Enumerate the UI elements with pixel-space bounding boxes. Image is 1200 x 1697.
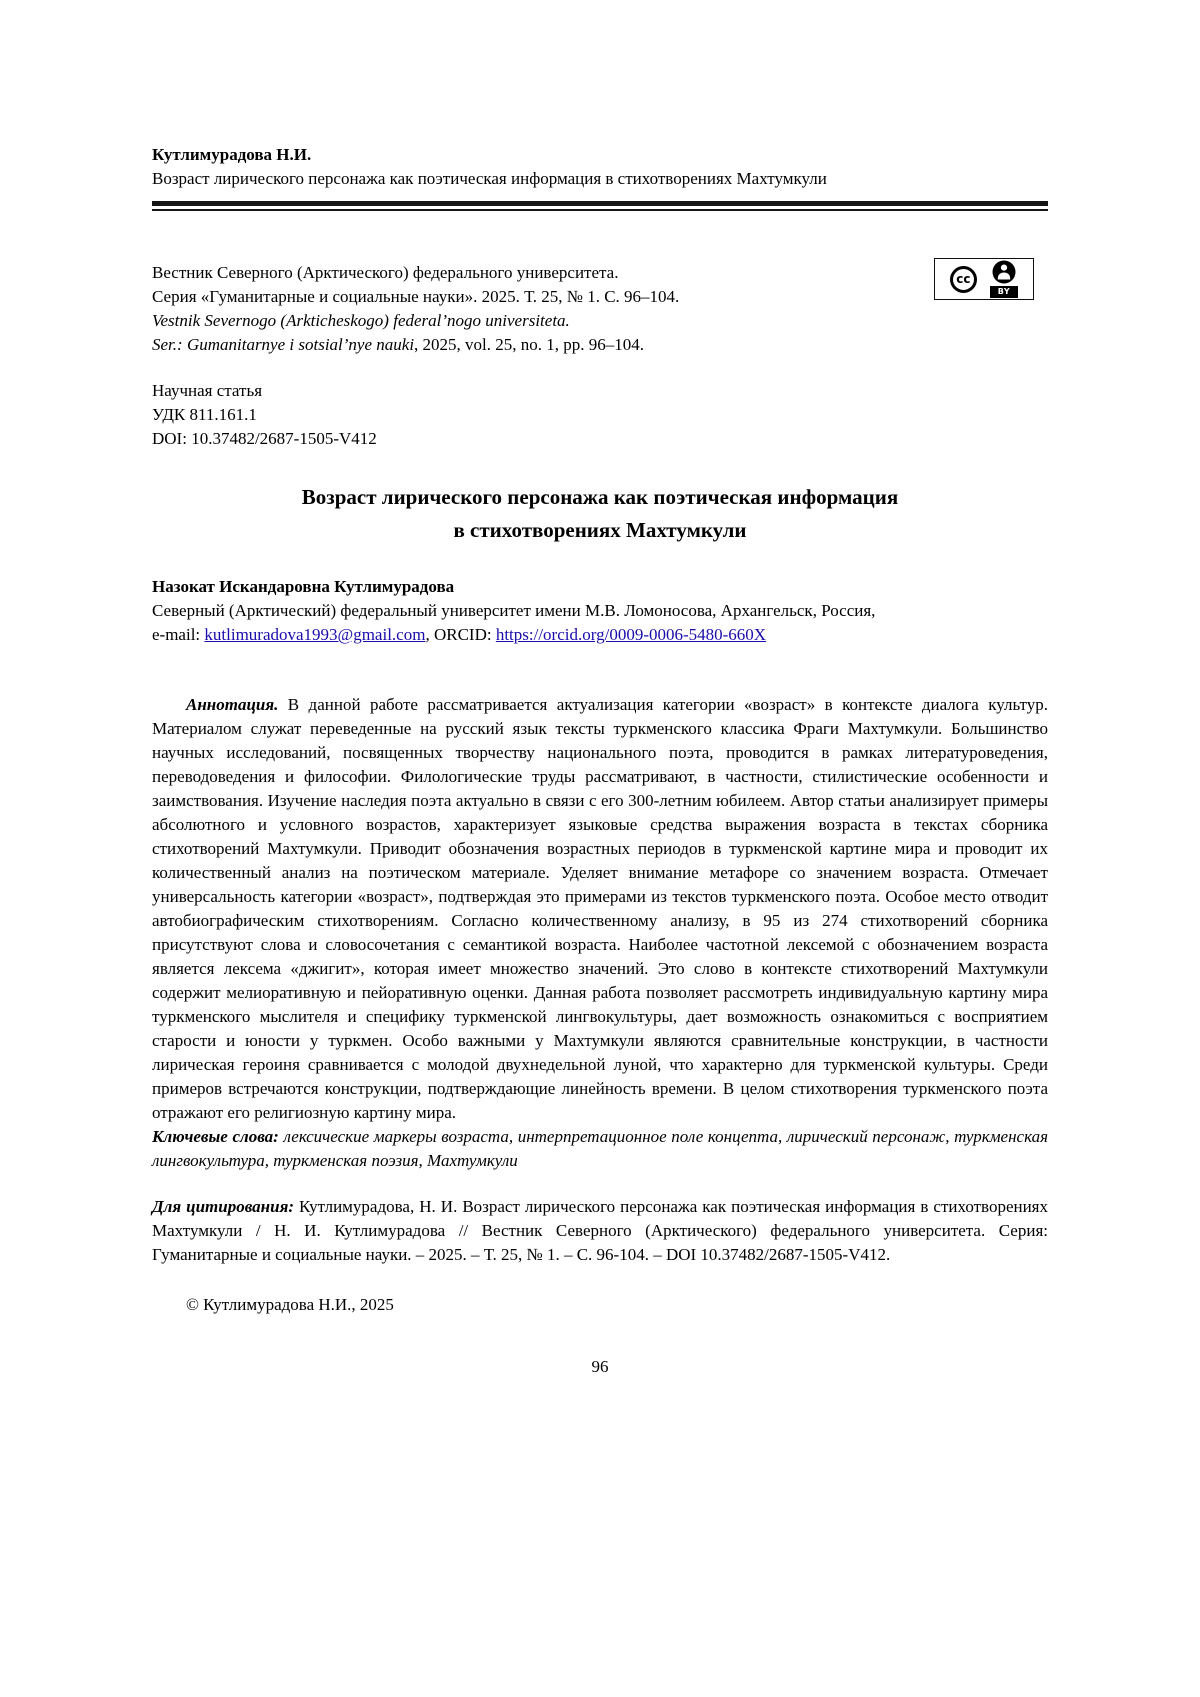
journal-citation-block (152, 261, 912, 357)
orcid-link[interactable]: https://orcid.org/0009-0006-5480-660X (495, 625, 767, 644)
person-icon (992, 260, 1016, 284)
for-citation-text: Кутлимурадова, Н. И. Возраст лирического персонажа как поэтическая информация в стихотворениях Махтумкули / Н. И. Кутлимурадова // Вестник Северного (Арктического) федерального университета. Серия: Гуманитарные и социальные науки. – 2025. – Т. 25, № 1. – С. 96-104. – DOI 10.37482/2687-1505-V412. (152, 1197, 1048, 1264)
running-head-author: Кутлимурадова Н.И. (152, 145, 312, 164)
doi-line: DOI: 10.37482/2687-1505-V412 (152, 429, 377, 448)
author-affiliation: Северный (Арктический) федеральный университет имени М.В. Ломоносова, Архангельск, Россия, (152, 601, 876, 620)
copyright-line: © Кутлимурадова Н.И., 2025 (186, 1295, 394, 1314)
keywords-paragraph (152, 1125, 1048, 1173)
keywords-text: лексические маркеры возраста, интерпретационное поле концепта, лирический персонаж, туркменская лингвокультура, туркменская поэзия, Махтумкули (152, 1127, 1048, 1170)
for-citation-label: Для цитирования: (152, 1197, 294, 1216)
by-label: BY (990, 286, 1018, 298)
article-title-line-2: в стихотворениях Махтумкули (453, 518, 747, 542)
for-citation-paragraph (152, 1195, 1048, 1267)
running-head (152, 143, 1048, 211)
cc-icon: cc (950, 266, 977, 293)
cc-by-badge (934, 258, 1034, 300)
article-meta (152, 379, 1048, 451)
by-attribution (990, 260, 1018, 298)
abstract-text: В данной работе рассматривается актуализация категории «возраст» в контексте диалога культур. Материалом служат переведенные на русский язык тексты туркменского классика Фраги Махтумкули. Большинство научных исследований, посвященных творчеству национального поэта, проводится в рамках литературоведения, переводоведения и философии. Филологические труды рассматривают, в частности, стилистические особенности и заимствования. Изучение наследия поэта актуально в связи с его 300-летним юбилеем. Автор статьи анализирует примеры абсолютного и условного возрастов, характеризует языковые средства выражения возраста в текстах сборника стихотворений Махтумкули. Приводит обозначения возрастных периодов в туркменской картине мира и проводит их количественный анализ на поэтическом материале. Уделяет внимание метафоре со значением возраста. Отмечает универсальность категории «возраст», подтверждая это примерами из текстов туркменского поэта. Особое место отводит автобиографическим стихотворениям. Согласно количественному анализу, в 95 из 274 стихотворений сборника присутствуют слова и словосочетания с семантикой возраста. Наиболее частотной лексемой с обозначением возраста является лексема «джигит», которая имеет множество значений. Это слово в контексте стихотворений Махтумкули содержит мелиоративную и пейоративную оценки. Данная работа позволяет рассмотреть индивидуальную картину мира туркменского мыслителя и специфику туркменской лингвокультуры, дает возможность ознакомиться с восприятием старости и юности у туркмен. Особо важными у Махтумкули являются сравнительные конструкции, в частности лирическая героиня сравнивается с молодой двухнедельной луной, что характерно для туркменской культуры. Среди примеров встречаются конструкции, подтверждающие линейность времени. В целом стихотворения туркменского поэта отражают его религиозную картину мира. (152, 695, 1049, 1122)
article-title (152, 481, 1048, 547)
orcid-label: , ORCID: (425, 625, 496, 644)
keywords-label: Ключевые слова: (152, 1127, 279, 1146)
udc-code: УДК 811.161.1 (152, 405, 257, 424)
page-number: 96 (591, 1357, 609, 1376)
abstract-paragraph (152, 693, 1048, 1125)
article-type: Научная статья (152, 381, 263, 400)
running-head-title: Возраст лирического персонажа как поэтическая информация в стихотворениях Махтумкули (152, 169, 827, 188)
header-rule (152, 201, 1048, 211)
journal-line-ru-1: Вестник Северного (Арктического) федерального университета. (152, 263, 619, 282)
author-name: Назокат Искандаровна Кутлимурадова (152, 577, 455, 596)
journal-line-en-2 (152, 333, 912, 357)
journal-line-en-1: Vestnik Severnogo (Arkticheskogo) federal’nogo universiteta. (152, 311, 570, 330)
journal-line-ru-2: Серия «Гуманитарные и социальные науки». 2025. Т. 25, № 1. С. 96–104. (152, 287, 680, 306)
email-link[interactable]: kutlimuradova1993@gmail.com (204, 625, 426, 644)
abstract-label: Аннотация. (186, 695, 279, 714)
journal-series-en: Ser.: Gumanitarnye i sotsial’nye nauki (152, 335, 415, 354)
journal-issue-en: , 2025, vol. 25, no. 1, pp. 96–104. (414, 335, 645, 354)
email-label: e-mail: (152, 625, 205, 644)
author-contacts (152, 623, 1048, 647)
article-title-line-1: Возраст лирического персонажа как поэтическая информация (301, 485, 899, 509)
author-block (152, 575, 1048, 647)
